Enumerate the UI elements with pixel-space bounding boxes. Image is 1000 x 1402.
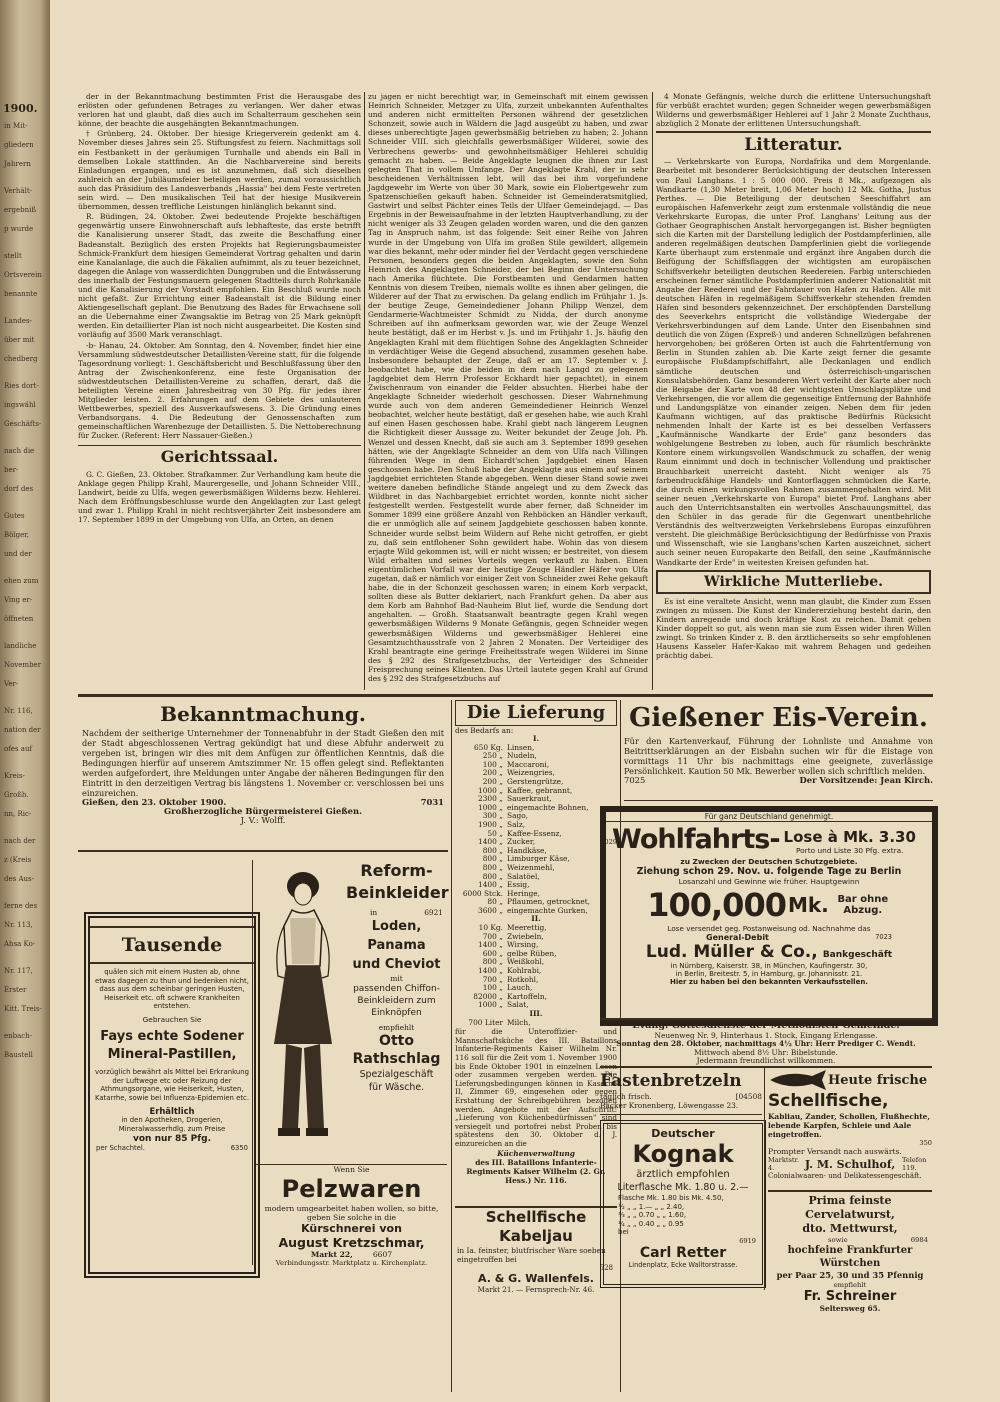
wohlfahrt-addr3: Hier zu haben bei den bekannten Verkaufsstellen. (670, 978, 868, 986)
margin-fragment: November (4, 661, 42, 669)
kognak-name: Carl Retter (639, 1244, 727, 1261)
wohlfahrt-ziehung: Ziehung schon 29. Nov. u. folgende Tage zu Berlin (636, 866, 902, 877)
lieferung-item-name: Milch, (507, 1017, 531, 1027)
article-paragraph: R. Büdingen, 24. Oktober. Zwei bedeutende Projekte beschäftigen gegenwärtig unsere Einwohnerschaft aufs lebhafteste, das erste betrifft die Kanalisierung unserer Stadt, das zweite die Beschaffung einer Badeanstalt. Bezüglich des ersten Projekts hat Regierungsbaumeister Schmick-Frankfurt dem hiesigen Gemeinderat Vortrag gehalten und darin eine Kanalanlage, die auch die Fäkalien aufnimmt, als zu teuer bezeichnet, dagegen die Anlage von wasserdichten Dunggruben und die Entwässerung des innerhalb der Festungsmauern gelegenen Stadtteils durch Rohrkanäle und die Kanalisierung der Vorstadt empfohlen. Ein Beschluß wurde noch nicht gefaßt. Zur Errichtung einer Badeanstalt ist die Bildung einer Aktiengesellschaft geplant. Die Benutzung des Bades für Erwachsene soll an die Uebernahme einer Zwangsaktie im Betrag von 25 Mark geknüpft werden. Ein detaillierter Plan ist noch nicht ausgearbeitet. Die Kosten sind vorläufig auf 3500 Mark veranschlagt. (78, 212, 361, 340)
margin-fragment: stellt (4, 252, 22, 260)
ad-bekanntmachung (78, 700, 448, 852)
ad-schellfische-kabeljau (455, 1206, 617, 1292)
reform-title2: Beinkleider (346, 883, 449, 902)
lieferung-item-name: Sauerkraut, (507, 794, 552, 804)
ad-kognak (600, 1120, 766, 1288)
tausende-name2: Mineral-Pastillen, (107, 1046, 237, 1062)
lieferung-item-name: Nudeln, (507, 751, 537, 761)
margin-fragment: Verhält- (4, 187, 32, 195)
lieferung-item (455, 804, 617, 813)
kognak-price-row: Flasche Mk. 1.80 bis Mk. 4.50, (618, 1194, 724, 1202)
lieferung-item-name: Meerettig, (507, 923, 547, 933)
eis-verein-title: Gießener Eis-Verein. (629, 703, 928, 733)
margin-fragment: Nr. 113, (4, 921, 33, 929)
lieferung-item-name: Salat, (507, 1000, 529, 1010)
lieferung-quantity: 700 Liter (468, 1017, 503, 1027)
reform-chiffon: passenden Chiffon-Beinkleidern zum Einknöpfen (353, 984, 440, 1018)
wohlfahrt-addr2: in Berlin, Breitestr. 5, in Hamburg, gr. Johannisstr. 21. (675, 970, 863, 978)
kognak-price-row: ½ „ „ 1.— „ „ 2.40, (618, 1202, 685, 1211)
cerv-line2: dto. Mettwurst, (802, 1222, 898, 1235)
page-number: 1900. (3, 102, 38, 115)
tausende-text: quälen sich mit einem Husten ab, ohne etwas dagegen zu thun und bedenken nicht, dass aus dem scheinbar geringen Husten, Heiserkeit etc. oft schwere Krankheiten entstehen. (95, 968, 249, 1011)
litteratur-heading: Litteratur. (656, 131, 931, 157)
lieferung-quantity: 1400 „ (478, 880, 503, 890)
lieferung-item-name: Sago, (507, 811, 528, 821)
margin-fragment: öffneten (4, 615, 34, 623)
margin-fragment: Nr. 116, (4, 707, 33, 715)
litteratur-text: — Verkehrskarte von Europa, Nordafrika und dem Morgenlande. Bearbeitet mit besonderer Berücksichtigung der deutschen Interessen von Paul Langhans. 1 : 5 000 000. Preis 8 Mk., aufgezogen als Wandkarte (1,30 Meter breit, 1,06 Meter hoch) 12 Mk. Gotha, Justus Perthes. — Die Beteiligung der deutschen Seeschiffahrt am europäischen Hafenverkehr zeigt zum erstenmale vollständig die neue Verkehrskarte Europas, die unter Prof. Langhans' Leitung aus der Gothaer Geographischen Anstalt hervorgegangen ist. Bisher begnügten sich die Karten mit der Darstellung lediglich der Postdampferlinien, alle anderen regelmäßigen deutschen Dampferlinien giebt die vorliegende Karte überhaupt zum erstenmale und ergänzt ihre Angaben durch die Beifügung der Schiffsflaggen der wichtigsten am europäischen Schiffsverkehr beteiligten deutschen Reedereien. Farbig unterschieden erscheinen ferner sämtliche Postdampferlinien anderer Nationalität mit Angabe der Reederei und der Fahrdauer von Hafen zu Hafen. Alle mit deutschen Häfen in regelmäßigem Schiffsverkehr stehenden fremden Häfen sind besonders gekennzeichnet. Der erschöpfenden Darstellung des Seeverkehrs entspricht die vollständige Wiedergabe der Verkehrsverbindungen auf dem Lande. Unter den Eisenbahnen sind deutlich die von Zügen (Expreß-) und anderen Schnellzügen befahrenen hervorgehoben; bei größeren Orten ist auch die Fahrtentfernung von Berlin in Stunden zahlen ab. Die Karte zeigt ferner die gesamte europäische Flußdampfschiffahrt, alle Deckanlagen und endlich sämtliche deutschen und österreichisch-ungarischen Konsulatsbehörden. Ganz besonderen Wert verleiht der Karte aber noch die Beigabe der Karte von 48 der wichtigsten Umschlagsplätze und Verkehrsengen, die vor allem die gegenseitige Entfernung der Bahnhöfe und Landungsplätze von einander zeigen. Neben dem für jeden Kaufmann wichtigen, auf das praktische Bedürfnis Rücksicht nehmenden Inhalt der Karte ist es bei desselben Verfassers „Kaufmännische Wandkarte der Erde" ganz besonders das wohlgelungene Bestreben zu loben, auch für räumlich beschränkte Kontore einem wirkungsvollen Wandschmuck zu schaffen, der wenig Raum einnimmt und doch in technischer Vollendung und praktischer Brauchbarkeit unerreicht dasteht. Nicht weniger als 75 farbendruckfähige Handels- und Kontorflaggen schmücken die Karte, die durch einen wirkungsvollen Rahmen zusammengehalten wird. Mit seiner neuen „Verkehrskarte von Europa" bietet Prof. Langhans aber auch den Unterrichtsanstalten ein wertvolles Anschauungsmittel, das den Schüler in das gerade für die Gegenwart unentbehrliche Verständnis des weltverzweigten Verkehrslebens Europas einzuführen versteht. Die gleichmäßige Berücksichtigung der Bedürfnisse von Praxis und Wissenschaft, wie sie Langhans'schen Karten auszeichnet, sichert auch seiner neuen Europakarte den Beifall, den seine „Kaufmännische Wandkarte der Erde" in weitesten Kreisen gefunden hat. (656, 157, 931, 567)
fish-icon (768, 1070, 828, 1090)
column-1-paragraphs (78, 92, 361, 441)
lieferung-item-name: Maccaroni, (507, 759, 550, 769)
lieferung-quantity: 3600 „ (478, 905, 503, 915)
wohlfahrt-title: Wohlfahrts- (612, 824, 780, 855)
bekanntmachung-sign2: J. V.: Wolff. (240, 815, 286, 825)
cerv-addr: Seltersweg 65. (819, 1304, 881, 1313)
lieferung-item-name: Kaffee, gebrannt, (507, 785, 573, 795)
lieferung-quantity: 200 „ (482, 776, 503, 786)
column-divider-1 (364, 92, 365, 690)
lieferung-footer2: des III. Bataillons Infanterie-Regiments Kaiser Wilhelm (2. Gr. Hess.) Nr. 116. (466, 1157, 606, 1185)
margin-fragment: ferne des (4, 902, 38, 910)
methodisten-title: Evang. Gottesdienste der Methodisten-Gemeinde. (632, 1020, 900, 1031)
methodisten-line2: Sonntag den 28. Oktober, nachmittags 4½ Uhr: Herr Prediger C. Wendt. (616, 1039, 916, 1049)
lieferung-item (455, 1019, 617, 1028)
tausende-title: Tausende (90, 926, 254, 964)
wohlfahrt-zweck: zu Zwecken der Deutschen Schutzgebiete. (680, 857, 858, 866)
lieferung-item-name: Rotkohl, (507, 974, 539, 984)
lieferung-item-name: Salatöel, (507, 871, 540, 881)
methodisten-line4: Jedermann freundlichst willkommen. (696, 1056, 836, 1066)
wohlfahrt-mk: Mk. (787, 893, 829, 917)
eis-verein-sign: Der Vorsitzende: Jean Kirch. (799, 775, 933, 785)
heute-title2: Schellfische, (768, 1091, 889, 1111)
margin-fragment: nach der (4, 837, 36, 845)
lieferung-item-name: Salz, (507, 819, 526, 829)
verdict-text: 4 Monate Gefängnis, welche durch die erlittene Untersuchungshaft für verbüßt erachtet wurden; gegen Schneider wegen gewerbsmäßigen Wilderns und gewerbsmäßiger Hehlerei auf 1 Jahr 2 Monate Zuchthaus, abzüglich 2 Monate der erlittenen Untersuchungshaft. (656, 92, 931, 129)
heute-line2: Prompter Versandt nach auswärts. (768, 1147, 902, 1156)
reform-empfiehlt: empfiehlt (378, 1023, 415, 1032)
wohlfahrt-bar: Bar ohne Abzug. (837, 894, 889, 916)
ad-tausende (84, 912, 260, 1278)
margin-fragment: nach die (4, 447, 35, 455)
lieferung-list (455, 735, 617, 1027)
lieferung-item-name: Heringe, (507, 888, 540, 898)
tausende-text3: in den Apotheken, Drogerien, Mineralwasserhdlg. zum Preise (118, 1116, 226, 1133)
ads-section-divider (78, 694, 933, 697)
heute-firm: J. M. Schulhof, (804, 1157, 896, 1171)
margin-fragment: ofes auf (4, 745, 33, 753)
lieferung-quantity: 200 „ (482, 768, 503, 778)
lieferung-quantity: 100 „ (482, 759, 503, 769)
margin-fragments (4, 122, 44, 1402)
kognak-title: Kognak (632, 1140, 734, 1168)
wohlfahrt-losanzahl: Losanzahl und Gewinne wie früher. Hauptgewinn (678, 877, 860, 886)
pelz-name: August Kretzschmar, (278, 1235, 425, 1250)
margin-fragment: benannte (4, 290, 38, 298)
tausende-number: 6350 (230, 1143, 248, 1152)
kognak-liter: Literflasche Mk. 1.80 u. 2.— (617, 1182, 749, 1193)
margin-fragment: Großh. (4, 791, 29, 799)
lieferung-item-name: Pflaumen, getrocknet, (507, 897, 591, 907)
lieferung-item-name: Handkäse, (507, 845, 547, 855)
tausende-gebrauchen: Gebrauchen Sie (142, 1014, 202, 1024)
column-divider-2 (652, 92, 653, 690)
lieferung-section-heading: I. (532, 734, 540, 743)
lieferung-item-name: Lauch, (507, 983, 533, 993)
margin-fragment: nation der (4, 726, 41, 734)
lieferung-title: Die Lieferung (455, 700, 617, 726)
woman-figure-illustration (262, 866, 344, 1156)
tausende-text2: vorzüglich bewährt als Mittel bei Erkrankung der Luftwege etc oder Reizung der Athmungsorgane, wie Heiserkeit, Husten, Katarrhe, sowie bei Influenza-Epidemien etc. (94, 1067, 250, 1102)
cerv-line4: per Paar 25, 30 und 35 Pfennig (776, 1270, 924, 1280)
pelz-text: modern umgearbeitet haben wollen, so bitte, geben Sie solche in die (264, 1204, 439, 1222)
lieferung-quantity: 1000 „ (478, 1000, 503, 1010)
margin-fragment: z (Kreis (4, 856, 32, 864)
margin-fragment: Ver- (4, 680, 19, 688)
lieferung-text: für die Unteroffizier- und Mannschaftsküche des III. Bataillons Infanterie-Regiments Kaiser Wilhelm Nr. 116 soll für die Zeit vom 1. November 1900 bis Ende Oktober 1901 in einzelnen Losen oder zusammen vergeben werden. Die Lieferungsbedingungen können in Kaserne II, Zimmer 69, eingesehen oder gegen Erstattung der Schreibgebühren bezogen werden. Angebote mit der Aufschrift: „Lieferung von Küchenbedürfnissen" sind versiegelt und portofrei nebst Proben bis spätestens den 30. Oktober d. J. einzureichen an die (455, 1027, 617, 1148)
ad-heute-frische (768, 1070, 932, 1192)
ad-eis-verein (624, 700, 933, 801)
cerv-empfiehlt: empfiehlt (833, 1281, 867, 1289)
tausende-price: von nur 85 Pfg. (132, 1133, 211, 1144)
methodisten-line3: Mittwoch abend 8½ Uhr: Bibelstunde. (694, 1047, 838, 1057)
lieferung-item-name: Kaffee-Essenz, (507, 828, 562, 838)
margin-fragment: Landes- (4, 317, 32, 325)
ads-divider-lady (252, 860, 253, 1265)
margin-fragment: landliche (4, 642, 37, 650)
margin-fragment: Bölger, (4, 531, 30, 539)
margin-fragment: dorf des (4, 485, 34, 493)
lieferung-quantity: 50 „ (487, 828, 503, 838)
mutterliebe-text: Es ist eine veraltete Ansicht, wenn man glaubt, die Kinder zum Essen zwingen zu müssen. Die Kunst der Kindererziehung besteht darin, den Kindern anregende und doch kräftige Kost zu reichen. Damit geben Kinder doppelt so gut, als wenn man sie zum Essen wider ihren Willen zwingt. So trinken Kinder z. B. den ärztlicherseits so sehr empfohlenen Hausens Kasseler Hafer-Kakao mit wahrem Behagen und gedeihen prächtig dabei. (656, 596, 931, 661)
margin-fragment: chedberg (4, 355, 38, 363)
lieferung-quantity: 1400 „ (478, 940, 503, 950)
schellfische-firm: A. & G. Wallenfels. (478, 1272, 594, 1285)
lieferung-item (455, 976, 617, 985)
wohlfahrt-amount: 100,000 (647, 886, 786, 924)
schellfische-number: 528 (599, 1264, 613, 1272)
margin-fragment: über mit (4, 336, 35, 344)
margin-fragment: Jahrern (4, 160, 31, 168)
lieferung-section-heading: III. (529, 1009, 543, 1018)
ad-methodisten (600, 1018, 932, 1068)
margin-fragment: Geschäfts- (4, 420, 42, 428)
lieferung-quantity: 650 Kg. (473, 742, 503, 752)
cerv-line1: Prima feinste Cervelatwurst, (805, 1194, 895, 1221)
reform-stoffe2: und Cheviot (352, 957, 441, 972)
heute-number: 350 (919, 1139, 932, 1147)
lieferung-item-name: Linsen, (507, 742, 535, 752)
pelz-title: Pelzwaren (281, 1175, 422, 1203)
lieferung-quantity: 1900 „ (478, 819, 503, 829)
lieferung-quantity: 700 „ (482, 974, 503, 984)
lieferung-quantity: 800 „ (482, 871, 503, 881)
lieferung-item-name: Zwiebeln, (507, 931, 544, 941)
bekanntmachung-sign: Großherzogliche Bürgermeisterei Gießen. (164, 806, 362, 816)
lieferung-item-name: Wirsing, (507, 940, 539, 950)
court-report-text: zu jagen er nicht berechtigt war, in Gemeinschaft mit einem gewissen Heinrich Schneider, Metzger zu Ulfa, zurzeit unbekannten Aufenthaltes und anderen nicht ermittelten Personen während der gesetzlichen Schonzeit, sowie auch in Wäldern die Jagd ausgeübt zu haben, und zwar dieses unberechtigte Jagen gewerbsmäßig betrieben zu haben; 2. Johann Schneider VIII. sich gleichfalls gewerbsmäßiger Wilderei, sowie des Verbrechens gewerbs- und gewohnheitsmäßiger Hehlerei schuldig gemacht zu haben. — Beide Angeklagte leugnen die ihnen zur Last gelegten That in vollem Umfange. Der Angeklagte Krahl, der in sehr bescheidenen Verhältnissen lebt, will das bei ihm vorgefundene Jagdgewehr im Werte von über 30 Mark, sowie ein Flobertgewehr zum Spatzenschießen gekauft haben. Schneider ist Gemeinderatsmitglied, Gastwirt und selbst Pächter eines Teils der Ulfaer Gemeindejagd. — Das Ergebnis in der Beweisaufnahme in der letzten Hauptverhandlung, zu der nicht weniger als 33 Zeugen geladen worden waren, und die den ganzen Tag in Anspruch nahm, ist das folgende: Seit einer Reihe von Jahren wurde in der Umgebung von Ulfa im großen Stile gewildert, allgemein war dies bekannt, mehr oder minder fiel der Verdacht gegen verschiedene Personen, besonders gegen die beiden Angeklagten, sowie den Sohn Heinrich des Angeklagten Schneider, der bei Beginn der Untersuchung nach Amerika flüchtete. Die Forstbeamten und Gendarmen hatten Kenntnis von diesem Treiben, niemals wollte es ihnen aber gelingen, die Wilderer auf der That zu erwischen. Da gelang endlich im Frühjahr 1. Js. der beutige Zeuge, Gemeindediener Johann Philipp Wenzel, dem Gendarmerie-Wachtmeister Schmidt zu Nidda, der durch anonyme Schreiben auf ihn aufmerksam geworden war, wie der Zeuge Wenzel heute bestätigt, daß er im Herbst v. Js. und im Frühjahr 1. Js. häufig den Angeklagten Krahl mit dem flüchtigen Sohne des Angeklagten Schneider in verdächtiger Weise die Gegend absuchend, zusammen gesehen habe. Insbesondere behauptet der Zeuge, daß er am 17. September v. J. beobachtet habe, wie die beiden in dem nach Langd zu gelegenen Jagdgebiet dem Herrn Professor Eckhardt hier gepachtet), in einem Zwischenraum von einander die Felder absuchten. Hierbei habe der Angeklagte Schneider wiederholt geschossen. Dieser Wahrnehmung wurde auch von dem anderen Gemeindediener Heinrich Wenzel beobachtet, welcher heute bestätigt, daß er gesehen habe, wie auch Krahl auf einen Hasen geschossen habe. Krahl giebt nach längerem Leugnen die Richtigkeit dieser Aussage zu. Weiter bekundet der Zeuge Joh. Ph. Wenzel und dessen Knecht, daß sie auch am 3. September 1899 gesehen hätten, wie der Angeklagte Schneider an dem von Ulfa nach Villingen führenden Wege in dem Eichardt'schen Jagdgebiet einen Hasen geschossen habe. Den Schuß habe der Angeklagte aus einem auf seinem Jagdgebiet errichteten Stande abgegeben. Wenn dieser Stand sowie zwei weitere daneben befindliche Stände angelegt und zu dem Zweck das Wildbret in das Nachbargebiet errichtet worden, konnte nicht sicher festgestellt werden. Festgestellt wurde aber ferner, daß Schneider im Sommer 1899 eine größere Anzahl von Rehböcken an Händler verkauft, die er unmöglich alle auf seinem Jagdgebiete geschossen haben konnte. Schneider wurde selbst beim Wildern auf Rehe nicht getroffen, er giebt zu, daß sein entflohener Sohn gewildert habe. Wohin das von diesem erjagte Wild gekommen ist, will er nicht wissen; er bestreitet, von diesem Wild erhalten und seines Vorteils wegen verkauft zu haben. Einen eigentümlichen Vorfall war der heutige Zeuge Händler Häfer von Ulfa zugetan, daß er nämlich vor einiger Zeit von Schneider zwei Rehe gekauft habe, die in der Schonzeit geschossen waren; in einem Korb verpackt, sollten diese als Butter deklariert, nach Frankfurt gehen. Da aber aus dem Korb am Bahnhof Bad-Nauheim Blut lief, wurde die Sendung dort angehalten. — Großh. Staatsanwalt beantragte gegen Krahl wegen gewerbsmäßigen Wilderns 9 Monate Gefängnis, gegen Schneider wegen gewerbsmäßigen Wilderns und gewerbsmäßiger Hehlerei eine Gesamtzuchthausstrafe von 2 Jahren 2 Monaten. Der Verteidiger des Krahl beantragte eine geringe Freiheitsstrafe wegen Wilderei im Sinne des § 292 des Strafgesetzbuchs, der Verteidiger des Schneider Freisprechung seines Klienten. Das Urteil lautete gegen Krahl auf Grund des § 292 des Strafgesetzbuchs auf (368, 92, 648, 683)
lieferung-item-name: Weizengries, (507, 768, 555, 778)
heute-tel: Telefon 119. (901, 1156, 927, 1172)
cerv-sowie: sowie (828, 1236, 848, 1244)
wohlfahrt-addr1: in Nürnberg, Kaiserstr. 38, in München, Kaufingerstr. 30, (670, 962, 868, 970)
lieferung-quantity: 1400 „ (478, 837, 503, 847)
lieferung-quantity: 300 „ (482, 811, 503, 821)
margin-fragment: ingswähl (4, 401, 36, 409)
lieferung-item-name: eingemachte Bohnen, (507, 802, 589, 812)
lieferung-quantity: 1400 „ (478, 966, 503, 976)
kognak-price-table (604, 1194, 762, 1237)
wohlfahrt-number: 7023 (875, 933, 892, 941)
kognak-price-row: bei (618, 1228, 629, 1237)
lieferung-item-name: Gerstengrütze, (507, 776, 564, 786)
reform-title1: Reform- (360, 861, 433, 880)
pelz-number: 6607 (372, 1250, 393, 1259)
lieferung-quantity: 80 „ (487, 897, 503, 907)
margin-fragment: Ries dort- (4, 382, 39, 390)
margin-fragment: Erster (4, 986, 27, 994)
margin-fragment: des Aus- (4, 875, 34, 883)
lieferung-number: 7029 (600, 838, 617, 847)
lieferung-quantity: 1000 „ (478, 785, 503, 795)
reform-firm: Otto Rathschlag (352, 1033, 441, 1067)
lieferung-quantity: 82000 „ (473, 991, 503, 1001)
margin-fragment: ber- (4, 466, 19, 474)
tausende-per: per Schachtel. (96, 1143, 145, 1152)
wohlfahrt-firm2: Bankgeschäft (822, 950, 893, 960)
column-1 (78, 92, 361, 690)
margin-fragment: Gutes (4, 512, 25, 520)
bekanntmachung-date: Gießen, den 23. Oktober 1900. (82, 797, 227, 807)
lieferung-quantity: 250 „ (482, 751, 503, 761)
lieferung-quantity: 800 „ (482, 957, 503, 967)
lieferung-item-name: eingemachte Gurken, (507, 905, 588, 915)
margin-fragment: gliedern (4, 141, 34, 149)
pelz-wenn: Wenn Sie (333, 1165, 370, 1174)
lieferung-section-heading: II. (531, 914, 541, 924)
pelz-shop: Kürschnerei von (301, 1222, 402, 1235)
wohlfahrt-banner: Für ganz Deutschland genehmigt. (606, 812, 932, 822)
cerv-line3: hochfeine Frankfurter Würstchen (787, 1245, 913, 1269)
reform-mit: mit (390, 974, 403, 983)
schellfische-addr: Markt 21. — Fernsprech-Nr. 46. (477, 1285, 595, 1294)
wohlfahrt-porto: Porto und Liste 30 Pfg. extra. (795, 846, 904, 855)
margin-fragment: enbach- (4, 1032, 33, 1040)
cerv-firm: Fr. Schreiner (803, 1289, 897, 1304)
ad-reform (256, 860, 447, 1160)
article-paragraph: der in der Bekanntmachung bestimmten Frist die Herausgabe des erlösten oder gefundenen Betrages zu verlangen. Wer daher etwas verloren hat und glaubt, daß dies auch im Schalterraum geschehen sein könne, der beachte die ausgehängten Bekanntmachungen. (78, 92, 361, 129)
tausende-erhaeltlich: Erhältlich (149, 1106, 195, 1117)
pelz-addr2: Verbindungsstr. Marktplatz u. Kirchenplatz. (275, 1259, 428, 1267)
wohlfahrt-firm: Lud. Müller & Co., (645, 942, 818, 962)
methodisten-line1: Neuenweg Nr. 9, Hinterhaus 1. Stock, Eingang Erlengasse. (654, 1031, 878, 1040)
heute-markt: Marktstr. 4. (768, 1156, 800, 1172)
lieferung-quantity: 2300 „ (478, 794, 503, 804)
fasten-line1: täglich frisch. (600, 1092, 652, 1101)
lieferung-item-name: Essig, (507, 880, 530, 890)
lieferung-item-name: Weizenmehl, (507, 862, 555, 872)
eis-verein-text: Für den Kartenverkauf, Führung der Lohnliste und Annahme von Beitrittserklärungen an der Eisbahn suchen wir für die Eistage von vormittags 11 Uhr bis nachmittags eine geeignete, zuverlässige Persönlichkeit. Kaution 50 Mk. Bewerber wollen sich schriftlich melden. (624, 736, 933, 776)
lieferung-item-name: Zucker, (507, 837, 535, 847)
lieferung-quantity: 800 „ (482, 845, 503, 855)
margin-fragment: ehen zum (4, 577, 39, 585)
lieferung-quantity: 100 „ (482, 983, 503, 993)
lieferung-quantity: 10 Kg. (478, 923, 503, 933)
margin-fragment: Ving er- (4, 596, 33, 604)
margin-fragment: und der (4, 550, 32, 558)
lieferung-quantity: 1000 „ (478, 802, 503, 812)
facing-page-margin (0, 0, 50, 1402)
reform-spezial: Spezialgeschäft für Wäsche. (359, 1069, 434, 1093)
fasten-title: Fastenbretzeln (600, 1071, 742, 1091)
article-paragraph: † Grünberg, 24. Oktober. Der hiesige Kriegerverein gedenkt am 4. November dieses Jahres sein 25. Stiftungsfest zu feiern. Nachmittags soll ein Festbankett in der geräumigen Turnhalle und abends ein Ball in demselben Lokale stattfinden. An die Nachbarvereine sind bereits Einladungen ergangen, und es ist anzunehmen, daß sich dieselben zahlreich an der Jubiläumsfeier beteiligen werden, zumal voraussichtlich auch das Präsidium des Landesverbands „Hassia" bei dem Feste vertreten sein wird. — Den musikalischen Teil hat der hiesige Musikverein übernommen, dessen treffliche Leistungen hinlänglich bekannt sind. (78, 129, 361, 212)
lieferung-quantity: 6000 Stck. (462, 888, 503, 898)
kognak-empfohlen: ärztlich empfohlen (636, 1169, 730, 1180)
margin-fragment: Nr. 117, (4, 967, 33, 975)
lieferung-item-name: Weißkohl, (507, 957, 545, 967)
fasten-line2: Bäcker Kronenberg, Löwengasse 23. (600, 1101, 739, 1110)
kognak-number: 6919 (739, 1236, 756, 1245)
reform-in: in (370, 908, 378, 917)
margin-fragment: Kitt. Treis- (4, 1005, 42, 1013)
heute-title: Heute frische (828, 1072, 928, 1088)
lieferung-footer: Küchenverwaltung (497, 1148, 575, 1158)
bekanntmachung-title: Bekanntmachung. (160, 702, 366, 726)
wohlfahrt-versand: Lose versendet geg. Postanweisung od. Nachnahme das (667, 924, 871, 933)
lieferung-quantity: 800 „ (482, 854, 503, 864)
kognak-deutscher: Deutscher (651, 1127, 715, 1140)
ads-divider-3 (764, 1068, 765, 1290)
bekanntmachung-text: Nachdem der seitherige Unternehmer der Tonnenabfuhr in der Stadt Gießen den mit der Stadt abgeschlossenen Vertrag gekündigt hat und diese Abfuhr anderweit zu vergeben ist, bringen wir dies mit dem Anfügen zur öffentlichen Kenntnis, daß die Bedingungen hierfür auf unserem Amtszimmer Nr. 15 offen gelegt sind. Reflektanten werden aufgefordert, ihre Meldungen unter Angabe der näheren Bedingungen für den Eintritt in den derzeitigen Vertrag bis längstens 1. November cr. verschlossen bei uns einzureichen. (82, 728, 444, 798)
reform-number: 6921 (424, 908, 443, 917)
tausende-name1: Fays echte Sodener (100, 1028, 244, 1044)
heute-line3: Colonialwaaren- und Delikatessengeschäft. (768, 1172, 922, 1180)
fasten-number: [04508 (735, 1092, 762, 1101)
lieferung-quantity: 700 „ (482, 931, 503, 941)
schellfische-text: in Ia. feinster, blutfrischer Ware soeben eingetroffen bei (457, 1246, 606, 1264)
lieferung-subtitle: des Bedarfs an: (455, 726, 514, 735)
lieferung-quantity: 600 „ (482, 948, 503, 958)
margin-fragment: Ahsa Ko- (4, 940, 36, 948)
column-3 (656, 92, 931, 690)
margin-fragment: p wurde (4, 225, 34, 233)
kognak-price-row: ¼ „ „ 0.40 „ „ 0.95 (618, 1219, 684, 1228)
lieferung-quantity: 800 „ (482, 862, 503, 872)
ads-divider-1 (451, 700, 452, 1392)
pelz-addr: Markt 22, (310, 1250, 353, 1259)
gerichtssaal-text: G. C. Gießen, 23. Oktober. Strafkammer. Zur Verhandlung kam heute die Anklage gegen Philipp Krahl, Maurergeselle, und Johann Schneider VIII., Landwirt, beide zu Ulfa, wegen gewerbsmäßigen Wilderns bezw. Hehlerei. Nach dem Eröffnungsbeschlusse wurde den Angeklagten zur Last gelegt und zwar 1. Philipp Krahl in nicht rechtsverjährter Zeit insbesondere am 17. September 1899 in der Umgebung von Ulfa, an Orten, an denen (78, 469, 361, 525)
kognak-addr: Lindenplatz, Ecke Walltorstrasse. (628, 1260, 738, 1269)
kabeljau-title: Kabeljau (499, 1227, 573, 1245)
eis-verein-number: 7025 (624, 775, 646, 785)
margin-fragment: Baustell (4, 1051, 33, 1059)
mutterliebe-heading: Wirkliche Mutterliebe. (656, 570, 931, 594)
kognak-price-row: ⅓ „ „ 0.70 „ „ 1.60, (618, 1211, 687, 1220)
column-2 (368, 92, 648, 690)
schellfische-title: Schellfische (485, 1208, 587, 1226)
gerichtssaal-heading: Gerichtssaal. (78, 445, 361, 468)
lieferung-item-name: gelbe Rüben, (507, 948, 557, 958)
margin-fragment: ergebniß (4, 206, 37, 214)
lieferung-item-name: Limburger Käse, (507, 854, 570, 864)
reform-stoffe1: Loden, Panama (367, 919, 426, 953)
lieferung-item-name: Kohlrabi, (507, 966, 542, 976)
article-paragraph: -b- Hanau, 24. Oktober. Am Sonntag, den 4. November, findet hier eine Versammlung südwestdeutscher Detaillisten-Vereine statt, für die folgende Tagesordnung vorliegt: 1. Geschäftsbericht und Beschlußfassung über den Antrag der Zwischenkonferenz, eine feste Organisation der südwestdeutschen Detaillisten-Vereine zu schaffen, derart, daß die beteiligten Vereine einen Jahresbeitrag von 30 Pfg. für jedes ihrer Mitglieder leisten. 2. Erfahrungen auf dem Gebiete des unlauteren Wettbewerbes, speziell des Ausverkaufswesens. 3. Die Gründung eines Verbandsorgans. 4. Die Bedeutung der Genossenschaften zum gemeinschaftlichen Warenbezuge der Detaillisten. 5. Die Nettoberechnung für Zucker. (Referent: Herr Nassauer-Gießen.) (78, 340, 361, 441)
lieferung-item-name: Kartoffeln, (507, 991, 547, 1001)
bekanntmachung-number: 7031 (420, 797, 444, 807)
wohlfahrt-lose-price: Lose à Mk. 3.30 (783, 828, 916, 846)
ad-lieferung (455, 700, 617, 1200)
ad-pelzwaren (256, 1164, 447, 1265)
wohlfahrt-debit: General-Debit (706, 933, 769, 942)
heute-line1: Kabliau, Zander, Schollen, Flußhechte, lebende Karpfen, Schleie und Aale eingetroffen. (768, 1112, 930, 1139)
margin-fragment: in Mit- (4, 122, 28, 130)
ad-wohlfahrtslose (600, 806, 938, 1026)
ad-cervelatwurst (768, 1194, 932, 1313)
ad-fastenbretzeln (600, 1070, 762, 1115)
margin-fragment: Ortsverein (4, 271, 42, 279)
margin-fragment: nn, Ric- (4, 810, 32, 818)
margin-fragment: Kreis- (4, 772, 25, 780)
cerv-number: 6984 (910, 1236, 928, 1244)
